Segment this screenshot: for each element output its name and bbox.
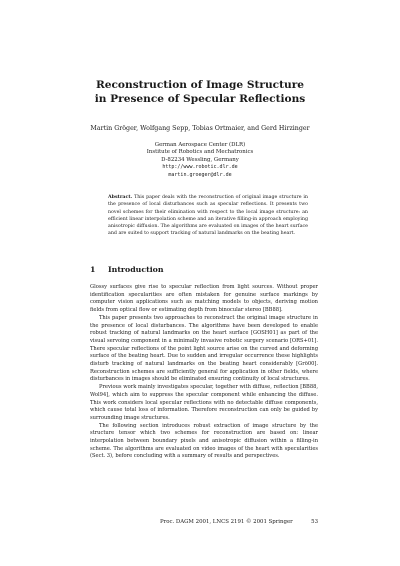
section-heading bbox=[90, 265, 164, 275]
abstract bbox=[108, 194, 308, 238]
paragraph: Previous work mainly investigates specular, together with diffuse, reflection [BB88, Wol94], which aim to suppress the specular component while enhancing the diffuse. This work considers local specular reflections with no detectable diffuse components, which cause total loss of information. Therefore reconstruction can only be guided by surrounding image structures. bbox=[90, 384, 318, 421]
section-number: 1 bbox=[90, 265, 96, 274]
page-footer bbox=[0, 518, 400, 528]
paragraph: Glossy surfaces give rise to specular reflection from light sources. Without proper identification specularities are often mistaken for genuine surface markings by computer vision applications such as matching models to objects, deriving motion fields from optical flow or estimating depth from binocular stereo [BB88]. bbox=[90, 284, 318, 314]
affiliation-url[interactable]: http://www.robotic.dlr.de bbox=[162, 164, 238, 171]
affiliation-line: D-82234 Wessling, Germany bbox=[161, 156, 239, 163]
author-list: Martin Gröger, Wolfgang Sepp, Tobias Ortmaier, and Gerd Hirzinger bbox=[90, 125, 310, 132]
footer-citation: Proc. DAGM 2001, LNCS 2191 © 2001 Springer bbox=[160, 519, 293, 525]
title-line: in Presence of Specular Reflections bbox=[94, 93, 306, 105]
abstract-text: This paper deals with the reconstruction of original image structure in the presence of local disturbances such as specular reflections. It presents two novel schemes for their elimination with respect to the local image structure: an efficient linear interpolation scheme and an iterative filling-in approach employing anisotropic diffusion. The algorithms are evaluated on images of the heart surface and are suited to support tracking of natural landmarks on the beating heart. bbox=[108, 195, 308, 237]
affiliation-line: German Aerospace Center (DLR) bbox=[154, 142, 246, 148]
section-title: Introduction bbox=[108, 265, 164, 274]
paragraph: The following section introduces robust extraction of image structure by the structure tensor which two schemes for reconstruction are based on: linear interpolation between boundary pixels and anisotropic diffusion within a filling-in scheme. The algorithms are evaluated on video images of the heart with specularities (Sect. 3), before concluding with a summary of results and perspectives. bbox=[90, 422, 318, 460]
abstract-label: Abstract. bbox=[108, 195, 133, 200]
affiliation-block bbox=[0, 142, 400, 179]
paragraph: This paper presents two approaches to reconstruct the original image structure in the presence of local disturbances. The algorithms have been developed to enable robust tracking of natural landmarks on the heart surface [GOSH01] as part of the visual servoing component in a minimally invasive robotic surgery scenario [ORS+01]. There specular reflections of the point light source arise on the curved and deforming surface of the beating heart. Due to sudden and irregular occurrence these highlights disturb tracking of natural landmarks on the beating heart considerably [Grö00]. Reconstruction schemes are sufficiently general for application in other fields, where disturbances in images should be eliminated ensuring continuity of local structures. bbox=[90, 314, 318, 383]
affiliation-email[interactable]: martin.groeger@dlr.de bbox=[168, 171, 232, 178]
body-text bbox=[90, 284, 318, 461]
title-line: Reconstruction of Image Structure bbox=[95, 79, 305, 91]
affiliation-line: Institute of Robotics and Mechatronics bbox=[146, 149, 254, 156]
page-number: 53 bbox=[311, 519, 318, 525]
paper-title bbox=[0, 78, 400, 106]
